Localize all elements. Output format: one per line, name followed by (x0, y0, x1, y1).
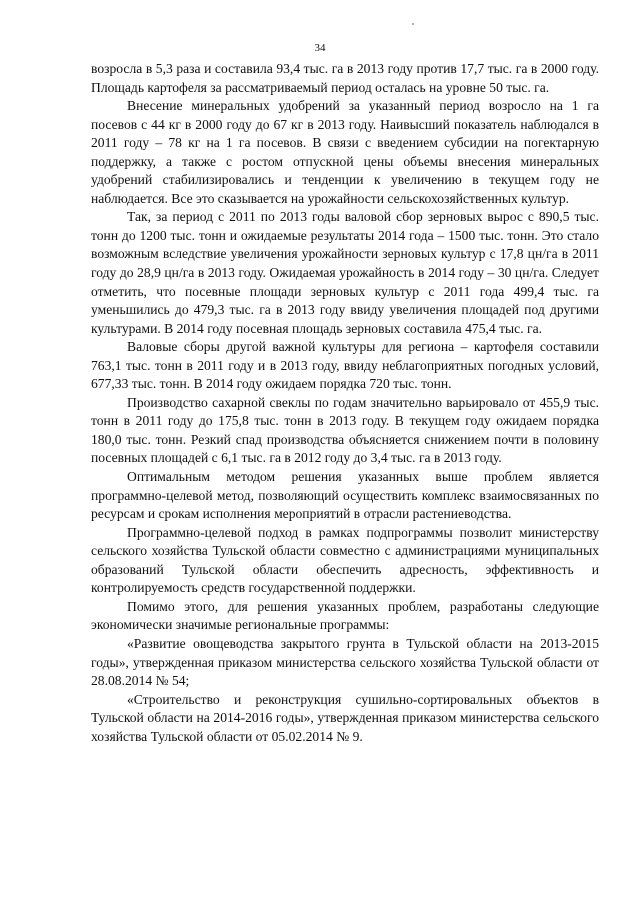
paragraph-program-approach: Программно-целевой подход в рамках подпрограммы позволит министерству сельского хозяйства Тульской области совместно с администрациями муниципальных образований Тульской области обеспечить адресность, эффективность и контролируемость средств государственной поддержки. (91, 524, 599, 596)
paragraph-potatoes: Валовые сборы другой важной культуры для региона – картофеля составили 763,1 тыс. тонн в 2011 году и в 2013 году, ввиду неблагоприятных погодных условий, 677,33 тыс. тонн. В 2014 году ожидаем порядка 720 тыс. тонн. (91, 339, 599, 392)
body-text (91, 60, 599, 746)
paragraph-grain-harvest: Так, за период с 2011 по 2013 годы валовой сбор зерновых вырос с 890,5 тыс. тонн до 1200 тыс. тонн и ожидаемые результаты 2014 года – 1500 тыс. тонн. Это стало возможным вследствие увеличения урожайности зерновых культур с 17,8 цн/га в 2011 году до 28,9 цн/га в 2013 году. Ожидаемая урожайность в 2014 году – 30 цн/га. Следует отметить, что посевные площади зерновых культур с 2011 года 499,4 тыс. га уменьшились до 479,3 тыс. га в 2013 году ввиду увеличения площадей под другими культурами. В 2014 году посевная площадь зерновых составила 475,4 тыс. га. (91, 209, 599, 336)
paragraph-optimal-method: Оптимальным методом решения указанных выше проблем является программно-целевой метод, позволяющий осуществить комплекс взаимосвязанных по ресурсам и срокам исполнения мероприятий в отрасли растениеводства. (91, 469, 599, 522)
paragraph-program-vegetables: «Развитие овощеводства закрытого грунта в Тульской области на 2013-2015 годы», утвержденная приказом министерства сельского хозяйства Тульской области от 28.08.2014 № 54; (91, 635, 599, 689)
paragraph-continuation: возросла в 5,3 раза и составила 93,4 тыс. га в 2013 году против 17,7 тыс. га в 2000 году. Площадь картофеля за рассматриваемый период осталась на уровне 50 тыс. га. (91, 61, 599, 95)
paragraph-sugar-beet: Производство сахарной свеклы по годам значительно варьировало от 455,9 тыс. тонн в 2011 году до 175,8 тыс. тонн в 2013 году. В текущем году ожидаем порядка 180,0 тыс. тонн. Резкий спад производства объясняется снижением почти в половину посевных площадей с 6,1 тыс. га в 2012 году до 3,4 тыс. га в 2013 году. (91, 394, 599, 466)
scan-speck (412, 23, 414, 25)
paragraph-fertilizers: Внесение минеральных удобрений за указанный период возросло на 1 га посевов с 44 кг в 2000 году до 67 кг в 2013 году. Наивысший показатель наблюдался в 2011 году – 78 кг на 1 га посевов. В связи с введением субсидии на погектарную поддержку, а также с ростом отпускной цены объемы внесения минеральных удобрений стабилизировались и тенденции к увеличению в текущем году не наблюдается. Все это сказывается на урожайности сельскохозяйственных культур. (91, 98, 599, 206)
paragraph-program-drying: «Строительство и реконструкция сушильно-сортировальных объектов в Тульской области на 2014-2016 годы», утвержденная приказом министерства сельского хозяйства Тульской области от 05.02.2014 № 9. (91, 691, 599, 744)
page-number: 34 (314, 42, 326, 54)
paragraph-regional-programs-intro: Помимо этого, для решения указанных проблем, разработаны следующие экономически значимые региональные программы: (91, 598, 599, 633)
